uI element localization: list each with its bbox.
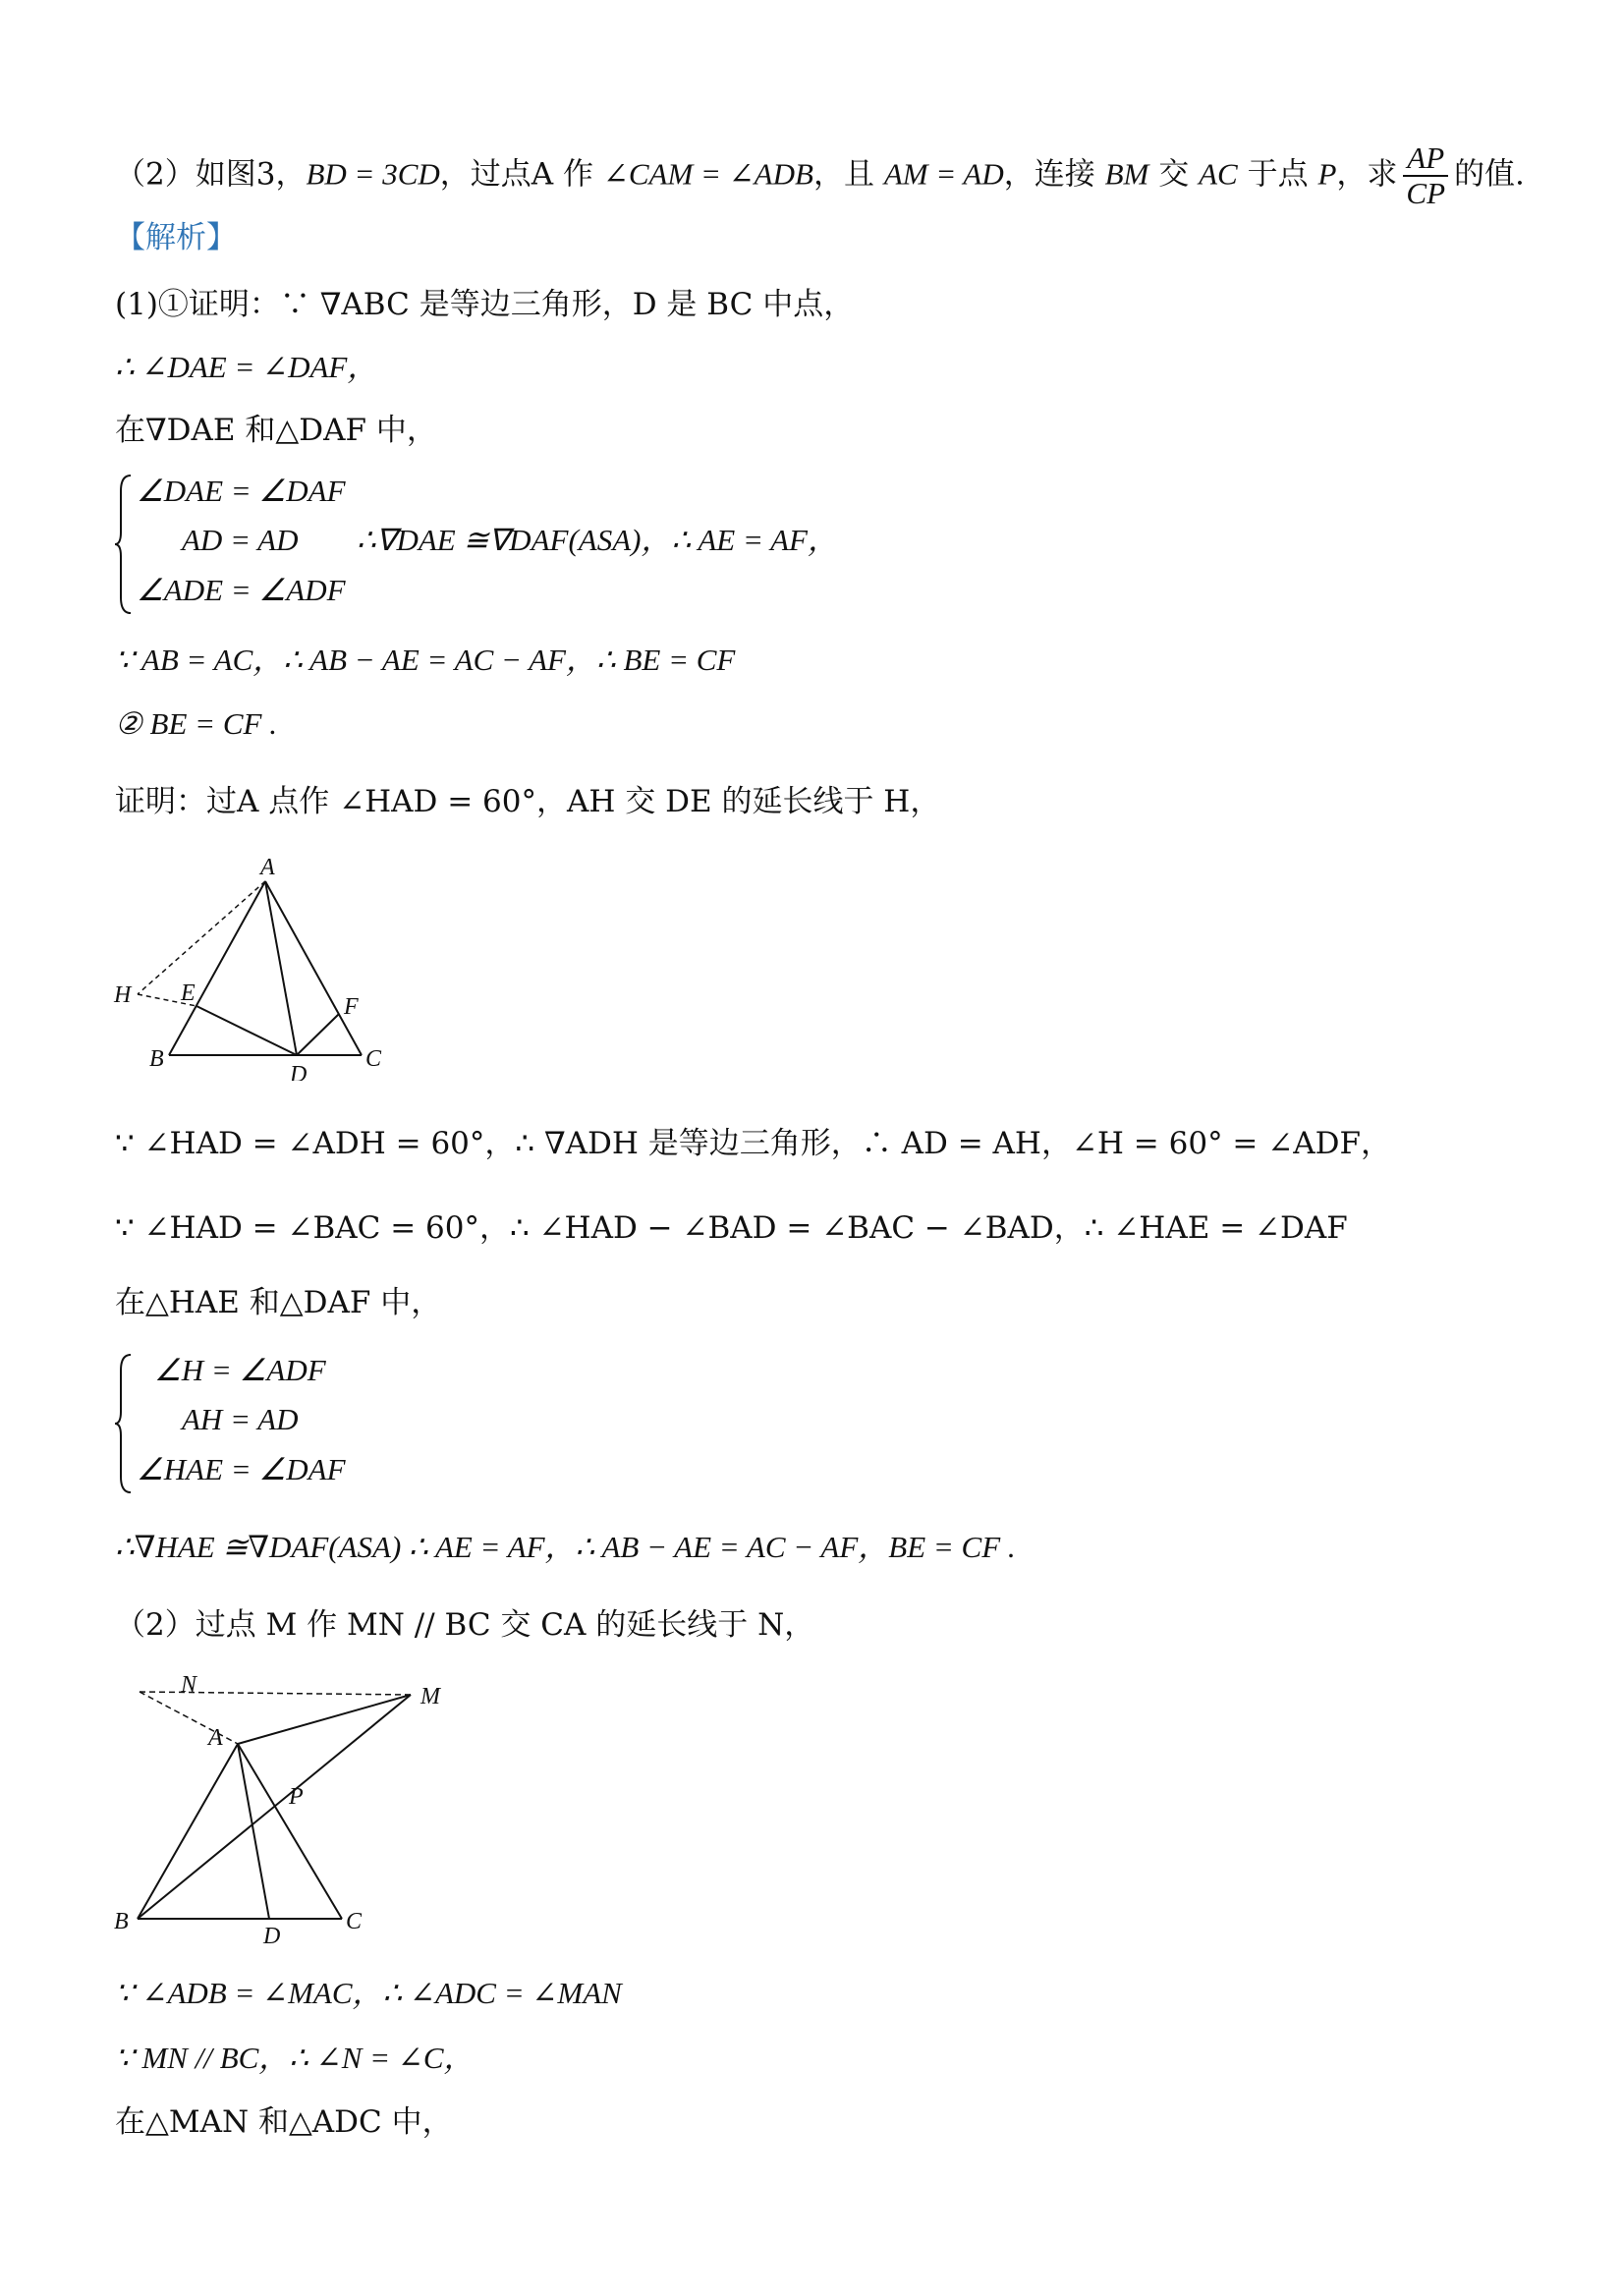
label-d: D bbox=[290, 1062, 308, 1081]
system-row: AD = AD bbox=[182, 523, 299, 557]
text: ，求 bbox=[1336, 156, 1398, 193]
segment-df bbox=[297, 1014, 339, 1055]
text: ，过点A 作 bbox=[439, 156, 603, 193]
dashed-na bbox=[140, 1692, 238, 1744]
label-c: C bbox=[346, 1909, 363, 1934]
figure-triangle-abc-m bbox=[98, 1660, 472, 1945]
system-row: ∠H = ∠ADF bbox=[154, 1353, 326, 1387]
proof-line-1: (1)①证明：∵ ∇ABC 是等边三角形，D 是 BC 中点， bbox=[115, 287, 855, 322]
label-h: H bbox=[114, 982, 132, 1008]
dashed-ah bbox=[138, 881, 265, 994]
math: AC bbox=[1199, 156, 1238, 192]
label-p: P bbox=[289, 1784, 304, 1810]
analysis-heading: 【解析】 bbox=[115, 220, 237, 255]
text: 的值. bbox=[1454, 156, 1525, 193]
math: ∠CAM = ∠ADB bbox=[602, 156, 813, 192]
system-row: ∠DAE = ∠DAF bbox=[137, 474, 346, 508]
proof-line-4: ∵ AB = AC，∴ AB − AE = AC − AF，∴ BE = CF bbox=[115, 643, 736, 677]
label-d: D bbox=[263, 1924, 281, 1945]
label-f: F bbox=[344, 994, 359, 1020]
segment-ab bbox=[138, 1744, 238, 1919]
equation-system-2 bbox=[115, 1351, 508, 1498]
math: AM = AD bbox=[883, 156, 1004, 192]
proof-line-8: ∵ ∠HAD = ∠BAC = 60°，∴ ∠HAD − ∠BAD = ∠BAC − ∠BAD，∴ ∠HAE = ∠DAF bbox=[115, 1210, 1348, 1246]
label-n: N bbox=[181, 1672, 197, 1698]
text: 于点 bbox=[1237, 156, 1318, 193]
equation-system-1 bbox=[115, 472, 901, 619]
system-row: ∠ADE = ∠ADF bbox=[137, 573, 346, 607]
proof-line-11: （2）过点 M 作 MN // BC 交 CA 的延长线于 N， bbox=[115, 1607, 815, 1643]
segment-ab bbox=[169, 881, 265, 1055]
text: ，且 bbox=[812, 156, 884, 193]
label-e: E bbox=[181, 980, 196, 1006]
text: （2）如图3， bbox=[115, 156, 307, 193]
system-conclusion: ∴∇DAE ≅∇DAF(ASA)，∴ AE = AF， bbox=[357, 523, 838, 557]
proof-line-9: 在△HAE 和△DAF 中， bbox=[115, 1285, 442, 1320]
system-row: AH = AD bbox=[182, 1402, 299, 1436]
proof-line-7: ∵ ∠HAD = ∠ADH = 60°，∴ ∇ADH 是等边三角形，∴ AD = AH，∠H = 60° = ∠ADF， bbox=[115, 1126, 1391, 1161]
figure-triangle-abc bbox=[98, 845, 413, 1081]
math: P bbox=[1317, 156, 1337, 192]
math: BD = 3CD bbox=[306, 156, 440, 192]
label-m: M bbox=[420, 1684, 440, 1709]
problem-statement bbox=[115, 141, 1525, 210]
segment-ad bbox=[265, 881, 297, 1055]
label-a: A bbox=[260, 855, 275, 880]
math: BM bbox=[1104, 156, 1149, 192]
left-brace-icon bbox=[115, 1351, 135, 1496]
proof-line-3: 在∇DAE 和△DAF 中， bbox=[115, 413, 437, 448]
proof-line-13: ∵ MN // BC，∴ ∠N = ∠C， bbox=[115, 2041, 475, 2075]
proof-line-6: 证明：过A 点作 ∠HAD = 60°，AH 交 DE 的延长线于 H， bbox=[115, 784, 941, 819]
fraction-ap-cp bbox=[1403, 141, 1448, 210]
text: ，连接 bbox=[1003, 156, 1105, 193]
label-b: B bbox=[149, 1046, 164, 1072]
system-row: ∠HAE = ∠DAF bbox=[137, 1452, 346, 1486]
label-b: B bbox=[114, 1909, 129, 1934]
segment-am bbox=[238, 1695, 411, 1744]
segment-ac bbox=[265, 881, 362, 1055]
proof-line-12: ∵ ∠ADB = ∠MAC，∴ ∠ADC = ∠MAN bbox=[115, 1976, 622, 2010]
proof-line-14: 在△MAN 和△ADC 中， bbox=[115, 2104, 453, 2140]
proof-line-5: ② BE = CF . bbox=[115, 706, 277, 741]
left-brace-icon bbox=[115, 472, 135, 617]
proof-line-2: ∴ ∠DAE = ∠DAF， bbox=[115, 350, 378, 384]
text: 交 bbox=[1148, 156, 1200, 193]
segment-ed bbox=[196, 1006, 297, 1055]
segment-bm bbox=[138, 1695, 411, 1919]
fraction-denominator: CP bbox=[1406, 176, 1446, 210]
label-c: C bbox=[365, 1046, 382, 1072]
label-a: A bbox=[208, 1725, 223, 1751]
proof-line-10: ∴∇HAE ≅∇DAF(ASA) ∴ AE = AF，∴ AB − AE = AC − AF，BE = CF . bbox=[115, 1530, 1016, 1564]
fraction-numerator: AP bbox=[1403, 141, 1448, 177]
